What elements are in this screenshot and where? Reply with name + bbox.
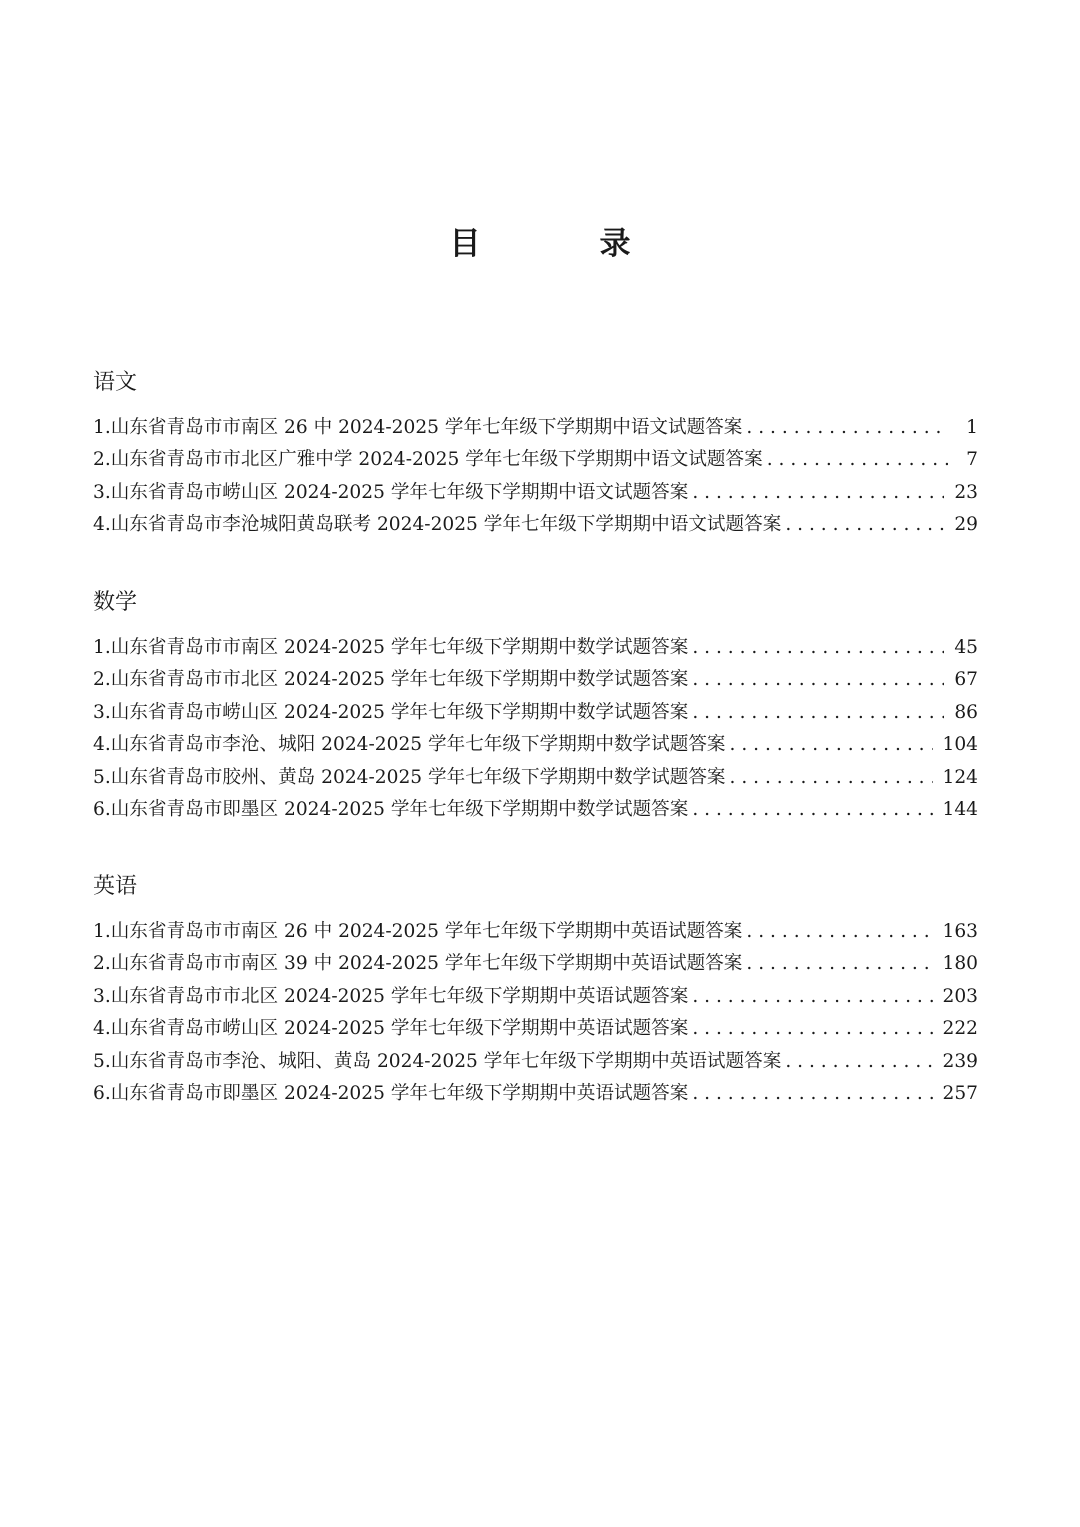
toc-entry-page: 45 bbox=[954, 637, 978, 658]
toc-entry-title: 1.山东省青岛市市南区 26 中 2024-2025 学年七年级下学期期中语文试题答案 bbox=[93, 417, 743, 438]
toc-entry[interactable] bbox=[93, 981, 978, 1013]
toc-entry-title: 4.山东省青岛市李沧城阳黄岛联考 2024-2025 学年七年级下学期期中语文试题答案 bbox=[93, 514, 782, 536]
toc-entry[interactable] bbox=[93, 762, 978, 794]
dot-leader bbox=[692, 632, 944, 664]
dot-leader bbox=[746, 412, 948, 444]
toc-entry[interactable] bbox=[93, 632, 978, 664]
toc-section-math bbox=[93, 588, 978, 826]
toc-entry[interactable] bbox=[93, 794, 978, 826]
dot-leader bbox=[692, 794, 932, 826]
toc-entry[interactable] bbox=[93, 729, 978, 761]
toc-entry-page: 104 bbox=[942, 734, 978, 756]
toc-entry-page: 163 bbox=[942, 921, 978, 942]
section-heading: 英语 bbox=[93, 874, 138, 899]
toc-entry-title: 5.山东省青岛市李沧、城阳、黄岛 2024-2025 学年七年级下学期期中英语试题答案 bbox=[93, 1050, 782, 1072]
dot-leader bbox=[692, 981, 932, 1013]
toc-entry-title: 4.山东省青岛市崂山区 2024-2025 学年七年级下学期期中英语试题答案 bbox=[93, 1018, 689, 1040]
dot-leader bbox=[785, 1046, 932, 1078]
toc-entry[interactable] bbox=[93, 444, 978, 476]
toc-entry[interactable] bbox=[93, 916, 978, 948]
toc-entry-page: 1 bbox=[966, 417, 978, 438]
dot-leader bbox=[785, 509, 944, 541]
dot-leader bbox=[730, 729, 933, 761]
toc-entry-title: 5.山东省青岛市胶州、黄岛 2024-2025 学年七年级下学期期中数学试题答案 bbox=[93, 766, 726, 788]
toc-entry-title: 1.山东省青岛市市南区 26 中 2024-2025 学年七年级下学期期中英语试题答案 bbox=[93, 921, 743, 942]
toc-entry-title: 2.山东省青岛市市北区 2024-2025 学年七年级下学期期中数学试题答案 bbox=[93, 669, 689, 691]
dot-leader bbox=[730, 762, 933, 794]
toc-entry-title: 2.山东省青岛市市南区 39 中 2024-2025 学年七年级下学期期中英语试题答案 bbox=[93, 953, 743, 975]
toc-section-chinese bbox=[93, 368, 978, 542]
dot-leader bbox=[746, 916, 932, 948]
toc-entry-title: 6.山东省青岛市即墨区 2024-2025 学年七年级下学期期中数学试题答案 bbox=[93, 798, 689, 820]
toc-entry-page: 222 bbox=[942, 1018, 978, 1040]
toc-entry-title: 3.山东省青岛市崂山区 2024-2025 学年七年级下学期期中数学试题答案 bbox=[93, 701, 689, 723]
toc-entry[interactable] bbox=[93, 1046, 978, 1078]
section-heading: 数学 bbox=[93, 590, 138, 615]
toc-entry-page: 23 bbox=[954, 481, 978, 503]
toc-entry-title: 6.山东省青岛市即墨区 2024-2025 学年七年级下学期期中英语试题答案 bbox=[93, 1082, 689, 1104]
toc-entry-page: 257 bbox=[942, 1082, 978, 1104]
toc-entry-page: 29 bbox=[954, 514, 978, 536]
toc-entry-page: 144 bbox=[942, 798, 978, 820]
section-heading: 语文 bbox=[93, 370, 138, 395]
dot-leader bbox=[692, 477, 944, 509]
page-title: 目 录 bbox=[449, 226, 675, 262]
dot-leader bbox=[746, 948, 932, 980]
toc-entry-title: 4.山东省青岛市李沧、城阳 2024-2025 学年七年级下学期期中数学试题答案 bbox=[93, 734, 726, 756]
dot-leader bbox=[692, 664, 944, 696]
toc-entry-page: 203 bbox=[942, 985, 978, 1007]
toc-entry-page: 67 bbox=[954, 669, 978, 691]
toc-entry[interactable] bbox=[93, 477, 978, 509]
toc-entry-page: 124 bbox=[942, 766, 978, 788]
toc-entry-page: 86 bbox=[954, 701, 978, 723]
dot-leader bbox=[692, 1013, 932, 1045]
toc-entry[interactable] bbox=[93, 509, 978, 541]
toc-entry-page: 239 bbox=[942, 1050, 978, 1072]
toc-entry[interactable] bbox=[93, 664, 978, 696]
dot-leader bbox=[692, 697, 944, 729]
toc-entry[interactable] bbox=[93, 1013, 978, 1045]
toc-entry[interactable] bbox=[93, 1078, 978, 1110]
toc-entry-title: 1.山东省青岛市市南区 2024-2025 学年七年级下学期期中数学试题答案 bbox=[93, 637, 689, 658]
toc-section-english bbox=[93, 872, 978, 1110]
toc-entry-page: 7 bbox=[966, 449, 978, 471]
toc-entry-title: 2.山东省青岛市市北区广雅中学 2024-2025 学年七年级下学期期中语文试题答案 bbox=[93, 449, 763, 471]
toc-entry[interactable] bbox=[93, 412, 978, 444]
toc-entry[interactable] bbox=[93, 697, 978, 729]
toc-entry-title: 3.山东省青岛市崂山区 2024-2025 学年七年级下学期期中语文试题答案 bbox=[93, 481, 689, 503]
dot-leader bbox=[767, 444, 948, 476]
toc-entry[interactable] bbox=[93, 948, 978, 980]
dot-leader bbox=[692, 1078, 932, 1110]
toc-entry-title: 3.山东省青岛市市北区 2024-2025 学年七年级下学期期中英语试题答案 bbox=[93, 985, 689, 1007]
toc-entry-page: 180 bbox=[942, 953, 978, 975]
